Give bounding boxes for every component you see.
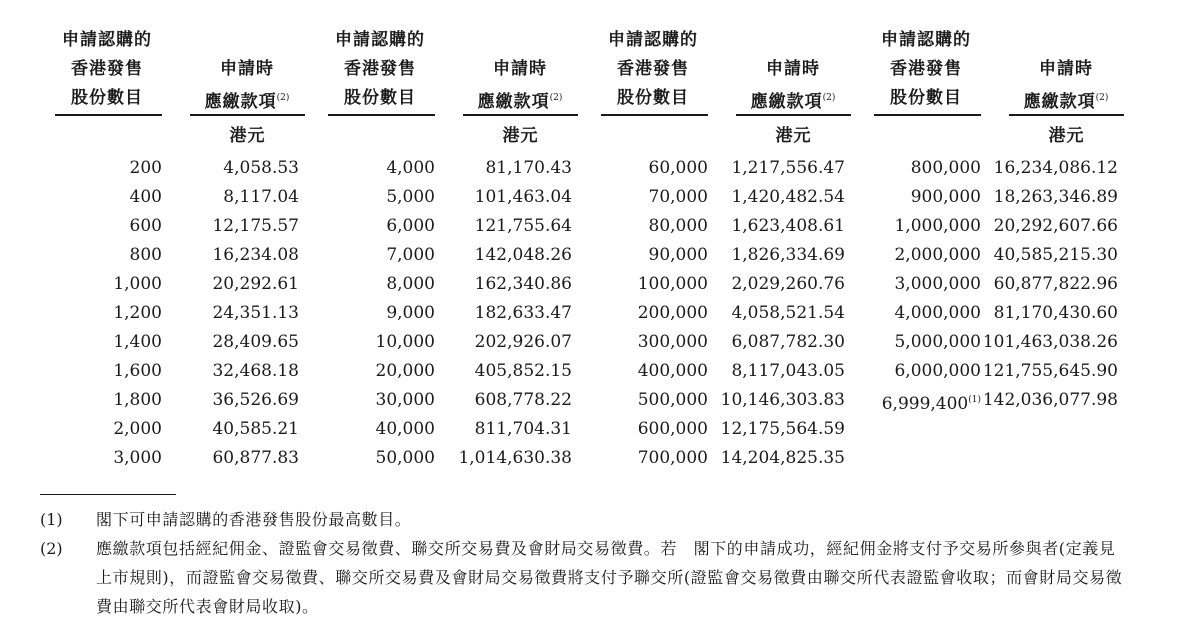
- header-text: 應繳款項: [204, 92, 277, 112]
- amount-cell: 202,926.07: [474, 332, 572, 352]
- table-column-group: [40, 0, 305, 480]
- amount-column-header: [732, 55, 854, 117]
- table-row: [313, 444, 578, 473]
- shares-cell: [130, 183, 162, 212]
- header-rule: [55, 114, 162, 116]
- table-row: [40, 415, 305, 444]
- table-row: [40, 386, 305, 415]
- amount-cell: 40,585.21: [212, 419, 299, 439]
- amount-cell: 81,170.43: [485, 158, 572, 178]
- shares-value: 6,999,400: [881, 394, 969, 414]
- currency-label: 港元: [775, 126, 812, 146]
- table-row: [586, 241, 851, 270]
- shares-cell: [894, 299, 981, 328]
- shares-value: 400: [129, 187, 162, 207]
- shares-cell: [130, 241, 162, 270]
- footnote-rule: [40, 494, 176, 495]
- header-line: 香港發售: [890, 59, 962, 79]
- header-line: 申請認購的: [881, 30, 971, 50]
- shares-cell: [649, 212, 708, 241]
- amount-cell: 24,351.13: [212, 303, 299, 323]
- amount-cell: 16,234.08: [212, 245, 299, 265]
- shares-column-header: [598, 26, 708, 113]
- amount-cell: 142,036,077.98: [982, 390, 1118, 410]
- shares-cell: [113, 328, 162, 357]
- shares-cell: [894, 357, 981, 386]
- shares-value: 90,000: [648, 245, 708, 265]
- currency-label: 港元: [502, 126, 539, 146]
- shares-value: 9,000: [386, 303, 435, 323]
- amount-cell: 2,029,260.76: [731, 274, 845, 294]
- amount-cell: 8,117.04: [223, 187, 299, 207]
- shares-cell: [113, 270, 162, 299]
- shares-value: 4,000: [386, 158, 435, 178]
- shares-value: 700,000: [637, 448, 708, 468]
- shares-value: 600,000: [637, 419, 708, 439]
- shares-cell: [113, 415, 162, 444]
- amount-cell: 182,633.47: [474, 303, 572, 323]
- shares-value: 1,600: [113, 361, 162, 381]
- shares-cell: [130, 154, 162, 183]
- header-rule: [190, 114, 305, 116]
- table-row: [859, 386, 1124, 415]
- amount-cell: 32,468.18: [212, 361, 299, 381]
- footnote-number: (2): [40, 539, 63, 558]
- table-row: [586, 299, 851, 328]
- shares-cell: [894, 328, 981, 357]
- table-rows: [40, 154, 305, 473]
- amount-cell: 12,175,564.59: [720, 419, 845, 439]
- shares-value: 300,000: [637, 332, 708, 352]
- table-rows: [586, 154, 851, 473]
- shares-value: 6,000: [386, 216, 435, 236]
- shares-value: 200,000: [637, 303, 708, 323]
- header-line: 申請認購的: [62, 30, 152, 50]
- table-row: [40, 357, 305, 386]
- shares-value: 5,000,000: [894, 332, 981, 352]
- header-rule: [328, 114, 435, 116]
- shares-cell: [638, 357, 708, 386]
- table-row: [313, 386, 578, 415]
- shares-value: 1,000,000: [894, 216, 981, 236]
- amount-cell: 811,704.31: [474, 419, 572, 439]
- shares-value: 100,000: [637, 274, 708, 294]
- shares-value: 70,000: [648, 187, 708, 207]
- amount-cell: 101,463,038.26: [982, 332, 1118, 352]
- header-line: 股份數目: [617, 88, 689, 108]
- header-line: 申請認購的: [335, 30, 425, 50]
- table-row: [859, 241, 1124, 270]
- amount-cell: 1,623,408.61: [731, 216, 845, 236]
- header-rule: [1009, 114, 1124, 116]
- table-row: [586, 183, 851, 212]
- header-text: 應繳款項: [1023, 92, 1096, 112]
- amount-cell: 14,204,825.35: [720, 448, 845, 468]
- header-line: [732, 84, 854, 117]
- shares-column-header: [52, 26, 162, 113]
- header-rule: [601, 114, 708, 116]
- table-row: [313, 415, 578, 444]
- amount-cell: 1,014,630.38: [458, 448, 572, 468]
- shares-cell: [376, 415, 435, 444]
- shares-value: 500,000: [637, 390, 708, 410]
- amount-cell: 16,234,086.12: [993, 158, 1118, 178]
- shares-cell: [130, 212, 162, 241]
- shares-cell: [894, 241, 981, 270]
- shares-cell: [113, 444, 162, 473]
- table-row: [586, 444, 851, 473]
- table-rows: [859, 154, 1124, 415]
- table-row: [313, 154, 578, 183]
- header-line: 申請時: [766, 59, 820, 79]
- header-line: 香港發售: [617, 59, 689, 79]
- table-row: [40, 270, 305, 299]
- footnote-ref: (1): [968, 395, 981, 405]
- table-column-group: [859, 0, 1124, 480]
- shares-cell: [638, 299, 708, 328]
- footnote-ref: (2): [822, 93, 836, 103]
- shares-cell: [638, 444, 708, 473]
- shares-value: 40,000: [375, 419, 435, 439]
- amount-cell: 60,877.83: [212, 448, 299, 468]
- shares-cell: [638, 328, 708, 357]
- footnote-ref: (2): [276, 93, 290, 103]
- shares-value: 30,000: [375, 390, 435, 410]
- table-row: [586, 154, 851, 183]
- shares-cell: [386, 212, 435, 241]
- footnote-ref: (2): [549, 93, 563, 103]
- shares-value: 50,000: [375, 448, 435, 468]
- amount-cell: 142,048.26: [474, 245, 572, 265]
- shares-value: 3,000: [113, 448, 162, 468]
- amount-cell: 1,420,482.54: [731, 187, 845, 207]
- header-line: 香港發售: [344, 59, 416, 79]
- table-row: [313, 270, 578, 299]
- header-line: 申請時: [220, 59, 274, 79]
- shares-cell: [113, 386, 162, 415]
- table-row: [859, 212, 1124, 241]
- table-column-group: [586, 0, 851, 480]
- table-row: [313, 357, 578, 386]
- amount-column-header: [459, 55, 581, 117]
- header-rule: [463, 114, 578, 116]
- shares-cell: [649, 154, 708, 183]
- header-line: 股份數目: [344, 88, 416, 108]
- shares-column-header: [325, 26, 435, 113]
- shares-value: 400,000: [637, 361, 708, 381]
- amount-cell: 608,778.22: [474, 390, 572, 410]
- shares-value: 7,000: [386, 245, 435, 265]
- table-row: [40, 154, 305, 183]
- header-line: 申請認購的: [608, 30, 698, 50]
- header-text: 應繳款項: [750, 92, 823, 112]
- header-line: 申請時: [1039, 59, 1093, 79]
- shares-value: 4,000,000: [894, 303, 981, 323]
- shares-cell: [113, 299, 162, 328]
- table-row: [313, 328, 578, 357]
- header-text: 應繳款項: [477, 92, 550, 112]
- header-rule: [874, 114, 981, 116]
- table-row: [859, 299, 1124, 328]
- shares-cell: [113, 357, 162, 386]
- amount-cell: 12,175.57: [212, 216, 299, 236]
- table-rows: [313, 154, 578, 473]
- table-row: [586, 357, 851, 386]
- table-row: [40, 299, 305, 328]
- shares-value: 2,000: [113, 419, 162, 439]
- shares-value: 20,000: [375, 361, 435, 381]
- shares-value: 8,000: [386, 274, 435, 294]
- header-line: 申請時: [493, 59, 547, 79]
- header-line: [1005, 84, 1127, 117]
- table-row: [313, 212, 578, 241]
- table-row: [586, 386, 851, 415]
- currency-label: 港元: [1048, 126, 1085, 146]
- header-rule: [736, 114, 851, 116]
- shares-value: 2,000,000: [894, 245, 981, 265]
- shares-value: 200: [129, 158, 162, 178]
- shares-value: 80,000: [648, 216, 708, 236]
- shares-cell: [638, 415, 708, 444]
- shares-cell: [911, 183, 981, 212]
- table-row: [586, 415, 851, 444]
- shares-cell: [882, 386, 981, 419]
- amount-column-header: [186, 55, 308, 117]
- amount-cell: 81,170,430.60: [993, 303, 1118, 323]
- shares-cell: [386, 241, 435, 270]
- header-line: 股份數目: [71, 88, 143, 108]
- shares-cell: [376, 328, 435, 357]
- shares-value: 900,000: [910, 187, 981, 207]
- amount-cell: 405,852.15: [474, 361, 572, 381]
- table-row: [586, 328, 851, 357]
- amount-cell: 40,585,215.30: [993, 245, 1118, 265]
- amount-cell: 36,526.69: [212, 390, 299, 410]
- amount-cell: 101,463.04: [474, 187, 572, 207]
- shares-value: 1,000: [113, 274, 162, 294]
- shares-value: 600: [129, 216, 162, 236]
- amount-cell: 1,217,556.47: [731, 158, 845, 178]
- shares-value: 3,000,000: [894, 274, 981, 294]
- table-row: [586, 270, 851, 299]
- amount-cell: 60,877,822.96: [993, 274, 1118, 294]
- shares-cell: [376, 444, 435, 473]
- shares-cell: [649, 183, 708, 212]
- table-column-group: [313, 0, 578, 480]
- shares-value: 10,000: [375, 332, 435, 352]
- table-row: [859, 328, 1124, 357]
- amount-cell: 1,826,334.69: [731, 245, 845, 265]
- table-row: [40, 212, 305, 241]
- table-row: [859, 154, 1124, 183]
- footnote-text: 應繳款項包括經紀佣金、證監會交易徵費、聯交所交易費及會財局交易徵費。若 閣下的申請成功，經紀佣金將支付予交易所參與者(定義見上市規則)，而證監會交易徵費、聯交所交易費及會財局交易徵費將支付予聯交所(證監會交易徵費由聯交所代表證監會收取；而會財局交易徵費由聯交所代表會財局收取)。: [96, 539, 1123, 616]
- amount-cell: 162,340.86: [474, 274, 572, 294]
- shares-cell: [386, 183, 435, 212]
- currency-label: 港元: [229, 126, 266, 146]
- amount-cell: 4,058.53: [223, 158, 299, 178]
- amount-cell: 20,292,607.66: [993, 216, 1118, 236]
- shares-value: 1,200: [113, 303, 162, 323]
- amount-cell: 6,087,782.30: [731, 332, 845, 352]
- shares-cell: [386, 270, 435, 299]
- amount-cell: 8,117,043.05: [731, 361, 845, 381]
- shares-cell: [638, 386, 708, 415]
- table-row: [40, 328, 305, 357]
- shares-value: 800,000: [910, 158, 981, 178]
- header-line: [459, 84, 581, 117]
- shares-cell: [386, 299, 435, 328]
- shares-cell: [376, 386, 435, 415]
- shares-value: 60,000: [648, 158, 708, 178]
- table-row: [859, 270, 1124, 299]
- header-line: 香港發售: [71, 59, 143, 79]
- shares-value: 1,400: [113, 332, 162, 352]
- amount-cell: 121,755,645.90: [982, 361, 1118, 381]
- shares-value: 800: [129, 245, 162, 265]
- table-row: [40, 444, 305, 473]
- header-line: [186, 84, 308, 117]
- shares-cell: [911, 154, 981, 183]
- shares-cell: [638, 270, 708, 299]
- shares-value: 1,800: [113, 390, 162, 410]
- footnote-text: 閣下可申請認購的香港發售股份最高數目。: [96, 510, 412, 529]
- shares-value: 6,000,000: [894, 361, 981, 381]
- shares-cell: [386, 154, 435, 183]
- table-row: [313, 299, 578, 328]
- amount-cell: 20,292.61: [212, 274, 299, 294]
- amount-column-header: [1005, 55, 1127, 117]
- footnote-number: (1): [40, 510, 63, 529]
- shares-cell: [649, 241, 708, 270]
- footnote-ref: (2): [1095, 93, 1109, 103]
- amount-cell: 4,058,521.54: [731, 303, 845, 323]
- shares-column-header: [871, 26, 981, 113]
- amount-cell: 28,409.65: [212, 332, 299, 352]
- table-row: [313, 241, 578, 270]
- shares-cell: [894, 270, 981, 299]
- amount-cell: 18,263,346.89: [993, 187, 1118, 207]
- table-row: [40, 241, 305, 270]
- table-row: [859, 183, 1124, 212]
- amount-cell: 10,146,303.83: [720, 390, 845, 410]
- table-row: [859, 357, 1124, 386]
- shares-value: 5,000: [386, 187, 435, 207]
- shares-cell: [894, 212, 981, 241]
- table-row: [40, 183, 305, 212]
- table-row: [313, 183, 578, 212]
- table-row: [586, 212, 851, 241]
- header-line: 股份數目: [890, 88, 962, 108]
- amount-cell: 121,755.64: [474, 216, 572, 236]
- shares-cell: [376, 357, 435, 386]
